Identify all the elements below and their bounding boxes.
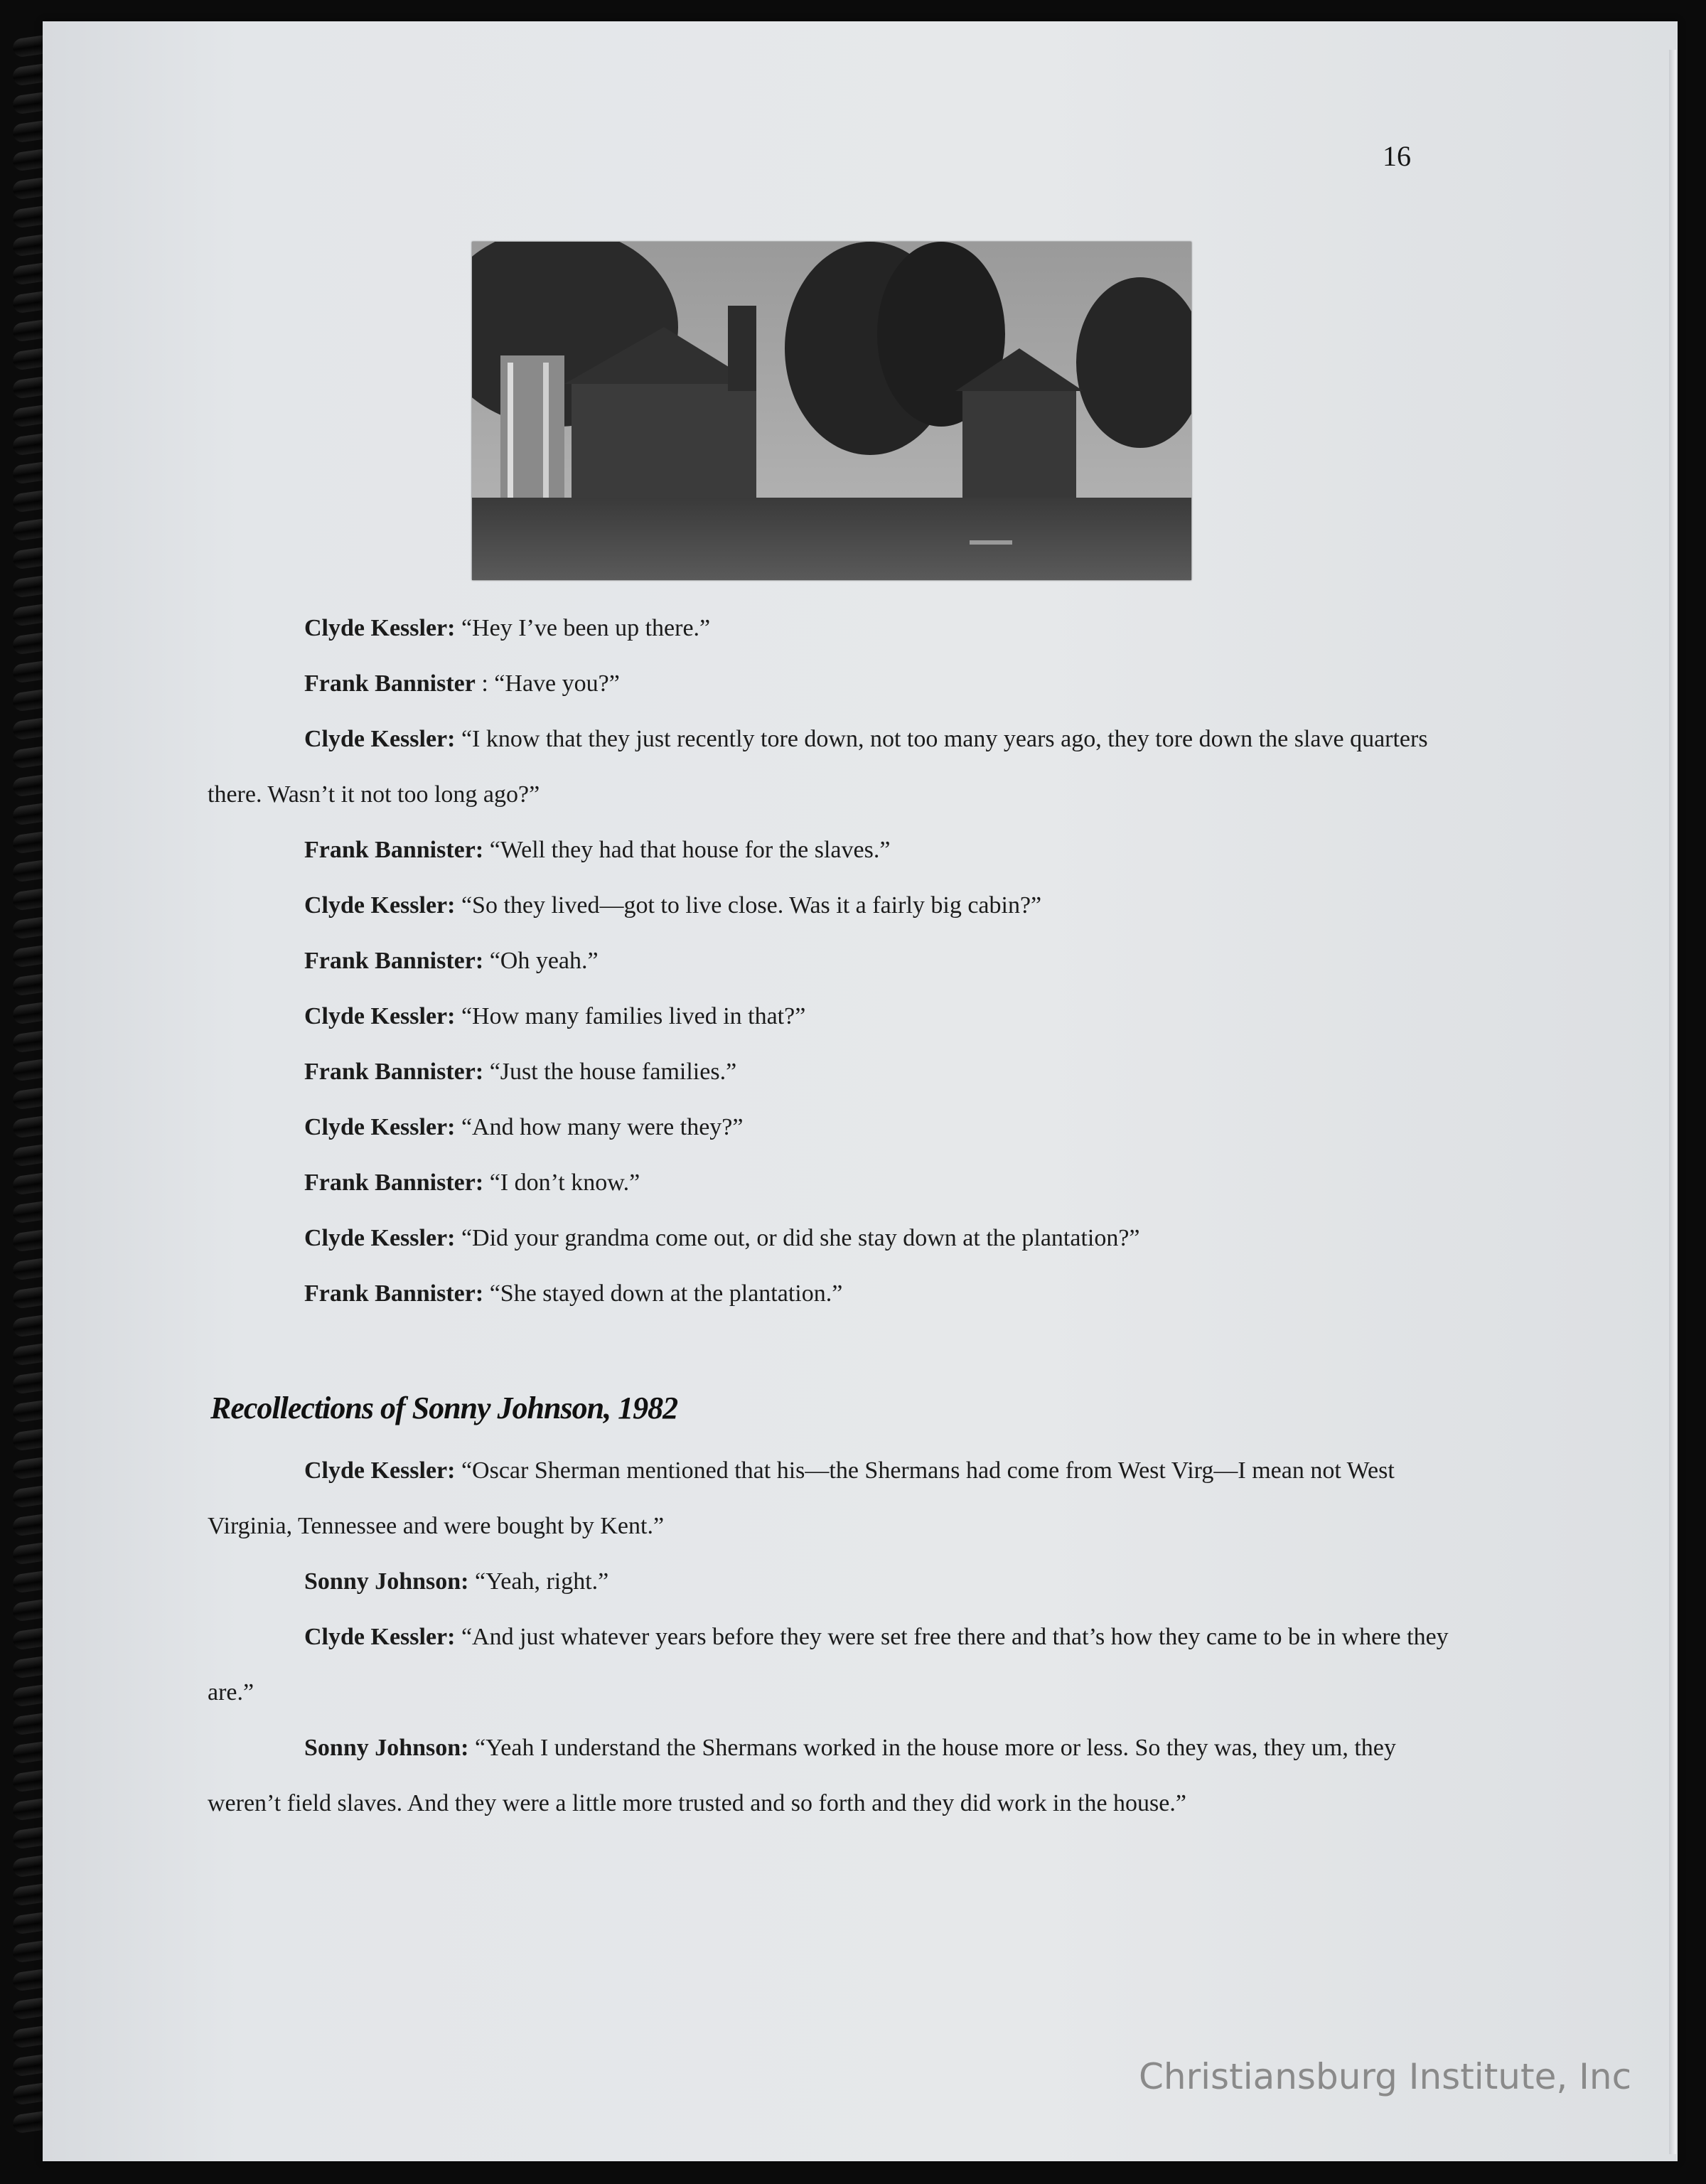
dialogue-line (208, 1100, 1473, 1155)
quote-text: “Just the house families.” (489, 1059, 737, 1085)
quote-text: “Yeah, right.” (475, 1568, 609, 1595)
historic-photo (472, 242, 1191, 580)
quote-text: “She stayed down at the plantation.” (489, 1280, 843, 1307)
speaker-name: Clyde Kessler: (304, 1003, 456, 1029)
quote-text: “Oscar Sherman mentioned that his—the Shermans had come from West Virg—I mean not West Virginia, Tennessee and were bought by Kent.” (208, 1457, 1395, 1539)
quote-text: “Yeah I understand the Shermans worked in the house more or less. So they was, they um, they weren’t field slaves. And they were a little more trusted and so forth and they did work in the house.” (208, 1735, 1396, 1816)
quote-text: “And how many were they?” (461, 1114, 744, 1140)
dialogue-line (208, 933, 1473, 989)
speaker-name: Clyde Kessler: (304, 892, 456, 919)
quote-text: “How many families lived in that?” (461, 1003, 806, 1029)
quote-text: “Hey I’ve been up there.” (461, 615, 711, 641)
speaker-name: Clyde Kessler: (304, 1114, 456, 1140)
dialogue-line (208, 1155, 1473, 1211)
quote-text: “Well they had that house for the slaves.” (489, 837, 891, 863)
speaker-name: Clyde Kessler: (304, 1624, 456, 1650)
dialogue-line (208, 1443, 1473, 1554)
page-number: 16 (1383, 140, 1411, 172)
dialogue-line (208, 1211, 1473, 1266)
quote-text: : “Have you?” (481, 670, 620, 697)
watermark: Christiansburg Institute, Inc (1139, 2056, 1632, 2097)
quote-text: “Did your grandma come out, or did she stay down at the plantation?” (461, 1225, 1140, 1251)
dialogue-line (208, 1610, 1473, 1720)
photo-image (472, 242, 1191, 580)
quote-text: “So they lived—got to live close. Was it a fairly big cabin?” (461, 892, 1042, 919)
dialogue-line (208, 656, 1473, 712)
speaker-name: Clyde Kessler: (304, 1457, 456, 1484)
speaker-name: Frank Bannister (304, 670, 476, 697)
page-edge (1669, 50, 1676, 2154)
dialogue-line (208, 1720, 1473, 1831)
quote-text: “I know that they just recently tore down, not too many years ago, they tore down the slave quarters there. Wasn’t it not too long ago?” (208, 726, 1428, 808)
dialogue-line (208, 1554, 1473, 1610)
speaker-name: Sonny Johnson: (304, 1735, 469, 1761)
speaker-name: Clyde Kessler: (304, 726, 456, 752)
dialogue-line (208, 989, 1473, 1044)
dialogue-line (208, 823, 1473, 878)
speaker-name: Clyde Kessler: (304, 1225, 456, 1251)
dialogue-line (208, 712, 1473, 823)
speaker-name: Clyde Kessler: (304, 615, 456, 641)
dialogue-line (208, 1266, 1473, 1322)
quote-text: “And just whatever years before they were set free there and that’s how they came to be in where they are.” (208, 1624, 1449, 1706)
speaker-name: Frank Bannister: (304, 948, 484, 974)
speaker-name: Frank Bannister: (304, 1280, 484, 1307)
speaker-name: Frank Bannister: (304, 1059, 484, 1085)
speaker-name: Frank Bannister: (304, 1169, 484, 1196)
quote-text: “I don’t know.” (489, 1169, 640, 1196)
dialogue-section-1 (208, 601, 1473, 1322)
dialogue-section-2 (208, 1443, 1473, 1831)
dialogue-line (208, 878, 1473, 933)
dialogue-line (208, 601, 1473, 656)
speaker-name: Sonny Johnson: (304, 1568, 469, 1595)
section-heading: Recollections of Sonny Johnson, 1982 (210, 1391, 678, 1425)
quote-text: “Oh yeah.” (489, 948, 599, 974)
speaker-name: Frank Bannister: (304, 837, 484, 863)
dialogue-line (208, 1044, 1473, 1100)
